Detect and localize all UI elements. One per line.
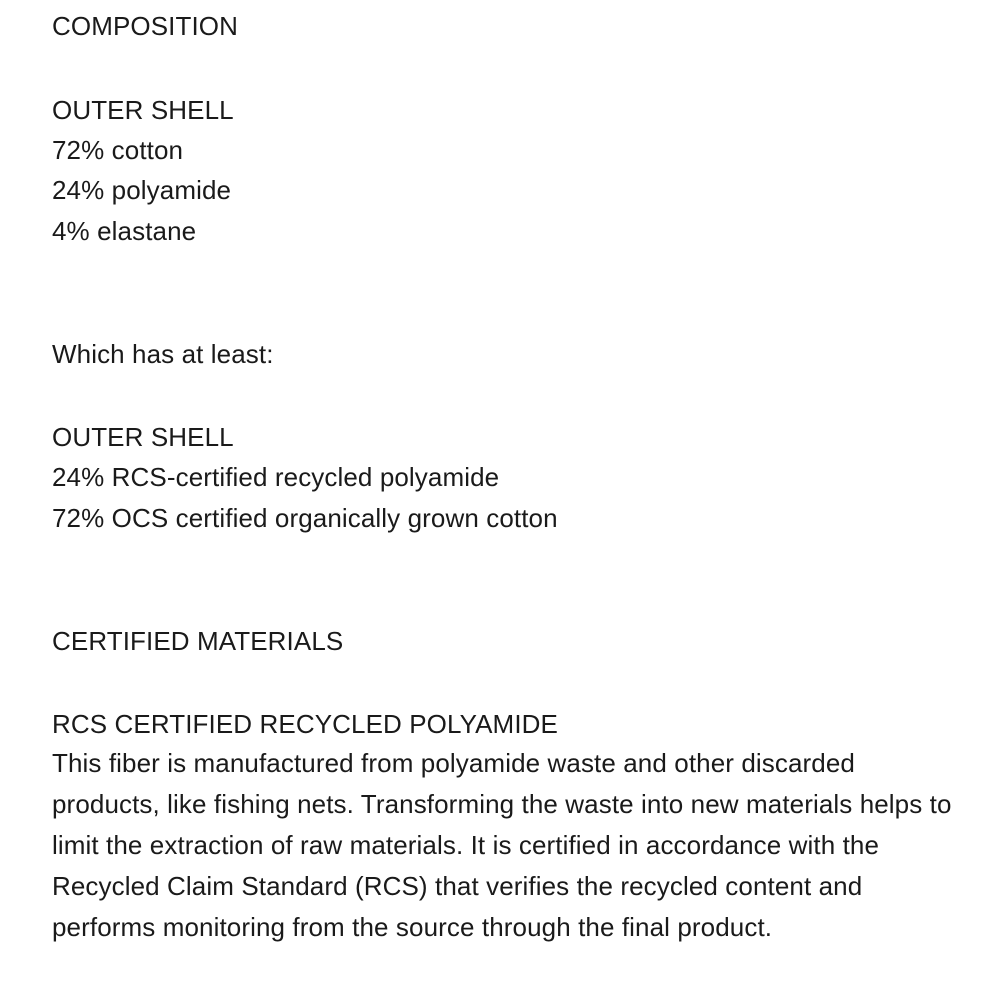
- material-description: This fiber is manufactured from polyamide waste and other discarded products, like fishing nets. Transforming the waste into new materials helps to limit the extraction of raw materials. It is certified in accordance with the Recycled Claim Standard (RCS) that verifies the recycled content and performs monitoring from the source through the final product.: [52, 748, 952, 942]
- at-least-intro: Which has at least:: [52, 339, 274, 369]
- outer-shell-label: OUTER SHELL: [52, 422, 234, 452]
- certified-share-item: 72% OCS certified organically grown cotton: [52, 503, 558, 533]
- composition-heading: COMPOSITION: [52, 11, 238, 41]
- certified-materials-heading: CERTIFIED MATERIALS: [52, 626, 344, 656]
- certified-share-item: 24% RCS-certified recycled polyamide: [52, 462, 500, 492]
- composition-item: 4% elastane: [52, 216, 197, 246]
- material-title: RCS CERTIFIED RECYCLED POLYAMIDE: [52, 709, 558, 739]
- outer-shell-label: OUTER SHELL: [52, 95, 234, 125]
- composition-item: 24% polyamide: [52, 175, 232, 205]
- composition-item: 72% cotton: [52, 135, 184, 165]
